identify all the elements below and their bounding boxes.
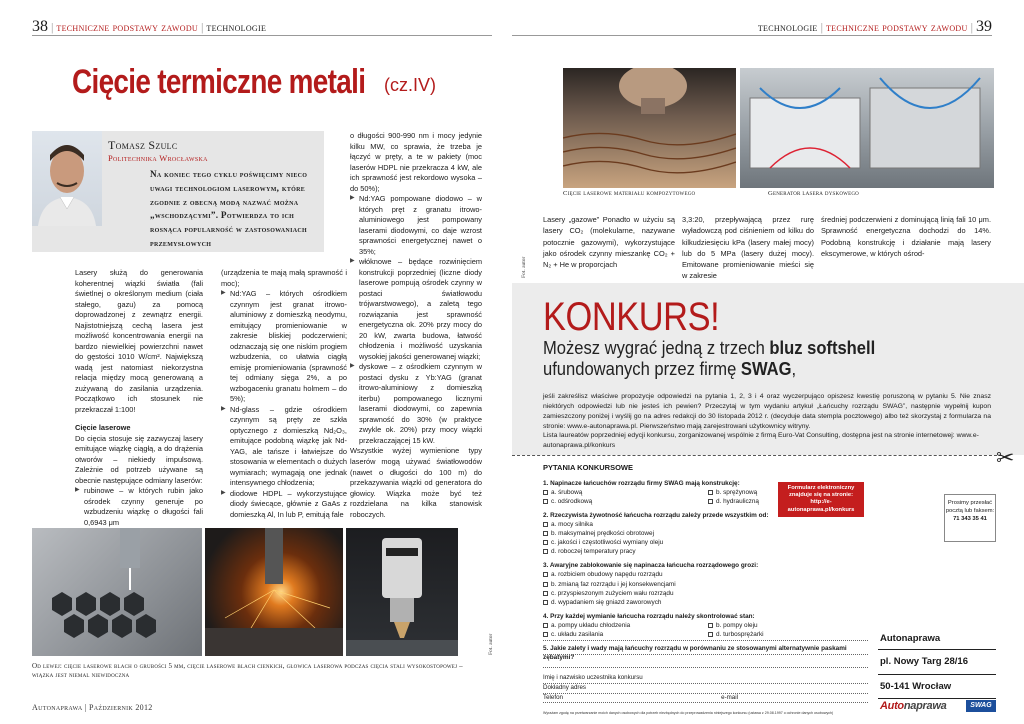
option-q3d: d. wypadaniem się gniazd zaworowych [551,598,662,606]
option-q2c: c. jakości i częstotliwości wymiany oleju [551,539,664,547]
photo-laser-head [346,528,458,656]
coupon-cut-line [512,455,1002,456]
left-footer: Autonaprawa | Październik 2012 [32,703,153,712]
col3-p2: Wszystkie wyżej wymienione typy laserów mogą używać światłowodów (nawet o długości do 100 m) do przekazywania wiązki od generatora do głowicy. Wiązka może być też rozdzielana na kilka stanowisk roboczych. [350,446,482,519]
option-q1d: d. hydrauliczną [716,497,759,505]
answer-line-mid[interactable] [543,654,868,655]
col1-heading: Cięcie laserowe [75,423,131,433]
right-section-1: technologie [757,22,818,34]
col3-bullet-fiber: ▶ włóknowe – będące rozwinięciem konstrukcji poprzedniej (liczne diody laserowe pompują ośrodek czynny w postaci światłowodu trójwarstwowego), a zaletą tego rozwiązania jest sprawność energetyczna ok. 20% przy mocy do 20 kW, zwarta budowa, łatwość chłodzenia i możliwość uzyskania wysokiej jakości generowanej wiązki; [350,257,482,362]
column-2 [221,268,347,518]
name-label: Imię i nazwisko uczestnika konkursu [543,674,643,681]
address-line-2: pl. Nowy Targ 28/16 [878,650,996,674]
right-column-1: Lasery „gazowe” Ponadto w użyciu są lasery CO₂ (molekularne, nazywane potocznie gazowymi), wykorzystujące jako ośrodek czynny mieszankę CO₂ + N₂ + He w proporcjach [543,215,675,269]
photo-laser-cutting-thin [205,528,343,656]
contest-description: jeśli zakreślisz właściwe propozycje odpowiedzi na pytania 1, 2, 3 i 4 oraz wyczerpująco opiszesz kwestię poruszoną w pytaniu 5. Nie znasz niektórych odpowiedzi lub nie jesteś ich pewien? Przeczytaj w tym wydaniu artykuł „Łańcuchy rozrządu SWAG”, następnie wypełnij kupon zamieszczony poniżej i wyślij go na adres redakcji do 30 listopada 2012 r. (decyduje data stempla pocztowego) albo też skorzystaj z formularza na stronie: www.e-autonaprawa.pl. Pierwszeństwo mają zarejestrowani użytkownicy witryny. [543,393,991,430]
option-q1a: a. śrubową [551,488,583,496]
left-page-number: 38 [32,18,48,35]
email-label: e-mail [721,693,738,701]
checkbox-q2a[interactable] [543,522,548,527]
checkbox-q4d[interactable] [708,632,713,637]
question-2: 2. Rzeczywista żywotność łańcucha rozrządu zależy przede wszystkim od: [543,511,769,519]
phone-email-field[interactable] [543,694,868,704]
checkbox-q4a[interactable] [543,623,548,628]
checkbox-q1d[interactable] [708,499,713,504]
right-column-2: 3,3:20, przepływającą przez rurę wyładowczą pod ciśnieniem od kilku do kilkudziesięciu kPa (lasery małej mocy) lub do 5 MPa (lasery dużej mocy). Emitowane promieniowanie mieści się w zakresie [682,215,814,281]
checkbox-q4b[interactable] [708,623,713,628]
mailing-address [878,628,996,699]
checkbox-q2b[interactable] [543,531,548,536]
fax-note: Prosimy przesłać pocztą lub faksem: [945,500,995,515]
question-4: 4. Przy każdej wymianie łańcucha rozrządu należy skontrolować stan: [543,612,755,620]
option-q4b: b. pompy oleju [716,621,758,629]
logo-naprawa: naprawa [903,700,947,712]
option-q3b: b. zmianą faz rozrządu i jej konsekwencjami [551,580,676,588]
right-page-header: technologie | techniczne podstawy zawodu | 39 [512,16,992,36]
col3-p1: o długości 900-990 nm i mocy jedynie kilku MW, co sprawia, że trzeba je łączyć w pręty, a te w pakiety (moc laserów HDPL nie przekracza 4 kW, ale ich sprawność jest rekordowo wysoka – do 50%); [350,131,482,193]
question-1: 1. Napinacze łańcuchów rozrządu firmy SWAG mają konstrukcję: [543,479,740,487]
col3-bullet-disk: ▶ dyskowe – z ośrodkiem czynnym w postaci dysku z Yb:YAG (granat itrowo-aluminiowy z domieszką iterbu) pompowanego licznymi laserami diodowymi, co zapewnia sprawność do 30% (w praktyce zwykle ok. 20%) przy mocy wiązki przekraczającej 15 kW. [350,362,482,446]
col2-p1: (urządzenia te mają małą sprawność i moc); [221,268,347,288]
right-column-3: średniej podczerwieni z dominującą linią fali 10 μm. Sprawność energetyczna dochodzi do 14%. Podobną konstrukcję i działanie mają lasery ekscymerowe, w których ośrod- [821,215,991,258]
fax-box [944,494,996,542]
address-line-1: Autonaprawa [878,628,996,650]
checkbox-q2c[interactable] [543,540,548,545]
right-caption-generator: Generator lasera dyskowego [768,190,859,197]
checkbox-q3a[interactable] [543,572,548,577]
article-title-main: Cięcie termiczne metali [72,63,366,101]
col2-bullet-ndglass: ▶ Nd-glass – gdzie ośrodkiem czynnym są pręty ze szkła optycznego z domieszką Nd₂O₃, emitujące podobną wiązkę jak Nd-YAG, ale tańsze i łatwiejsze do stosowania w elementach o dużych wymiarach; wymagają one jednak intensywnego chłodzenia; [221,405,347,489]
checkbox-q2d[interactable] [543,549,548,554]
autonaprawa-logo [880,699,946,715]
article-title-suffix: (cz.IV) [384,75,436,95]
photo-laser-cutting-thick [32,528,202,656]
checkbox-q1a[interactable] [543,490,548,495]
contest-title: KONKURS! [543,295,720,339]
col1-intro: Lasery służą do generowania koherentnej wiązki światła (fali świetlnej o określonym medium (ciała stałego, gazu) za pomocą doprowadzonej z zewnątrz energii. Najistotniejszą cechą lasera jest możliwość koncentrowania energii na bardzo niewielkiej powierzchni nawet do gęstości 1010 W/cm². Największą wadą jest natomiast niekorzystna relacja między mocą generowaną a zużywaną do zasilania urządzenia. Początkowo ich stosunek nie przekraczał 1:100! [75,268,203,414]
option-q2b: b. maksymalnej prędkości obrotowej [551,530,655,538]
left-page-header: 38 | techniczne podstawy zawodu | technologie [32,16,492,36]
right-caption-composite: Cięcie laserowe materiału kompozytowego [563,190,696,197]
phone-label: Telefon [543,693,563,701]
consent-text: Wyrażam zgodę na przetwarzanie moich danych osobowych dla potrzeb niezbędnych do przeprowadzenia niniejszego konkursu (ustawa z 29.08.1997 o ochronie danych osobowych) [543,711,834,715]
col2-bullet-ndyag: ▶ Nd:YAG – których ośrodkiem czynnym jest granat itrowo-aluminiowy z domieszką neodymu, emitujący promieniowanie w zakresie bliskiej podczerwieni; odznaczają się one niskim progiem wzbudzenia, co ułatwia ciągłą emisję promieniowania (sprawność tej odmiany sięga 2%, a po wzbogaceniu granatu holmem – do 5%); [221,289,347,405]
author-photo [32,131,102,226]
column-1 [75,268,203,527]
col2-bullet-hdpl: ▶ diodowe HDPL – wykorzystujące diody świecące, głównie z GaAs z domieszką Al, In lub P, emitują fale [221,489,347,521]
electronic-form-badge[interactable]: Formularz elektroniczny znajduje się na stronie: http://e-autonaprawa.pl/konkurs [778,482,864,517]
right-photo-credit: Fot. autor [521,256,527,278]
checkbox-q3b[interactable] [543,582,548,587]
option-q3a: a. rozbiciem obudowy napędu rozrządu [551,571,663,579]
photo-disk-laser-generator [740,68,994,188]
col1-bullet-rubinowe: ▶ rubinowe – w których rubin jako ośrodek czynny generuje po wzbudzeniu wiązkę o długości fali 0,6943 μm [75,486,203,528]
scissors-icon: ✂ [996,445,1015,470]
right-section-2: techniczne podstawy zawodu [826,22,968,34]
option-q3c: c. przyspieszonym zużyciem wału rozrządu [551,589,674,597]
checkbox-q1b[interactable] [708,490,713,495]
option-q2d: d. roboczej temperatury pracy [551,548,636,556]
left-photo-credit: Fot. autor [488,633,494,655]
contest-sponsor: SWAG [740,359,792,380]
column-3 [350,131,482,521]
contest-winners: Lista laureatów poprzedniej edycji konkursu, zorganizowanej wspólnie z firmą Euro-Vat Consulting, dostępna jest na stronie internetowej: www.e-autonaprawa.pl/konkurs [543,432,979,449]
contest-subtitle [543,338,939,380]
checkbox-q3c[interactable] [543,591,548,596]
article-lead: Na koniec tego cyklu poświęcimy nieco uwagi technologiom laserowym, które zgodnie z obecną modą nazwać można „wschodzącymi”. Potwierdza to ich rosnąca popularność w zastosowaniach przemysłowych [150,169,308,248]
right-page-number: 39 [976,18,992,35]
swag-logo: SWAG [966,700,996,712]
option-q4c: c. układu zasilania [551,631,604,639]
option-q4d: d. turbosprężarki [716,631,764,639]
address-line-3: 50-141 Wrocław [878,675,996,699]
contest-subtitle-pre2: ufundowanych przez firmę [543,359,741,380]
checkbox-q1c[interactable] [543,499,548,504]
contest-subtitle-post: , [791,359,797,380]
checkbox-q3d[interactable] [543,600,548,605]
left-photo-caption: Od lewej: cięcie laserowe blach o grubości 5 mm, cięcie laserowe blach cienkich, głowica laserowa podczas cięcia stali wysokostopowej – wiązka jest niemal niewidoczna [32,662,463,680]
option-q1c: c. odśrodkową [551,497,593,505]
contest-prize: bluz softshell [769,338,876,358]
fax-number: 71 343 35 41 [953,516,987,523]
option-q2a: a. mocy silnika [551,521,593,529]
address-field[interactable] [543,684,868,694]
left-section-1: techniczne podstawy zawodu [56,22,198,34]
option-q4a: a. pompy układu chłodzenia [551,621,631,629]
author-affiliation: Politechnika Wrocławska [108,153,208,163]
option-q1b: b. sprężynową [716,488,758,496]
col3-bullet-diode: ▶ Nd:YAG pompowane diodowo – w których pręt z granatu itrowo-aluminiowego jest pompowany laserami diodowymi, co daje wzrost sprawności energetycznej nawet o 35%; [350,194,482,257]
address-label: Dokładny adres [543,683,586,691]
logo-auto: Auto [880,700,904,712]
col1-body: Do cięcia stosuje się zazwyczaj lasery emitujące wiązkę ciągłą, a do drążenia otworów – niekiedy impulsową. Zależnie od potrzeb używane są obecnie następujące odmiany laserów: [75,433,203,485]
author-name: Tomasz Szulc [108,138,178,152]
question-5: 5. Jakie zalety i wady mają łańcuchy rozrządu w porównaniu ze stosowanymi alternatywnie paskami zębatymi? [543,645,847,662]
checkbox-q4c[interactable] [543,632,548,637]
questions-title: PYTANIA KONKURSOWE [543,463,633,472]
contest-subtitle-pre: Możesz wygrać jedną z trzech [543,338,770,358]
photo-composite-cutting [563,68,736,188]
left-section-2: technologie [206,22,267,34]
name-field[interactable] [543,674,868,684]
question-3: 3. Awaryjne zablokowanie się napinacza łańcucha rozrządowego grozi: [543,562,759,570]
